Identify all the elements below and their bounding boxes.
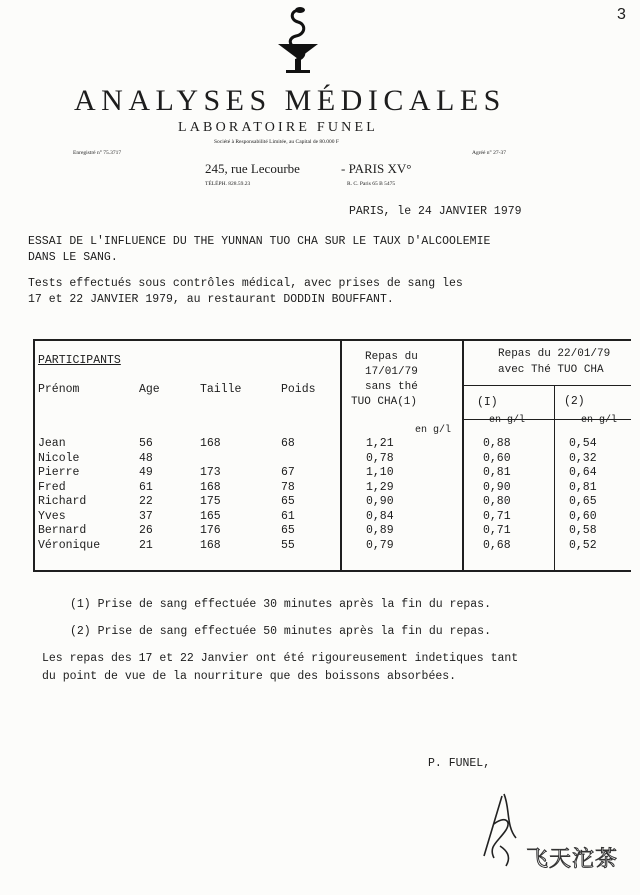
cell-prenom: Pierre (38, 466, 80, 479)
signatory-name: P. FUNEL, (428, 757, 491, 770)
cell-sans: 0,84 (366, 509, 394, 523)
intro-line-2: 17 et 22 JANVIER 1979, au restaurant DODDIN BOUFFANT. (28, 293, 394, 306)
cell-age: 61 (139, 480, 153, 494)
cell-avec2: 0,65 (569, 495, 597, 508)
cell-sans: 0,90 (366, 495, 394, 508)
cell-taille: 168 (200, 480, 221, 494)
cell-age: 56 (139, 437, 153, 450)
cell-age: 21 (139, 538, 153, 552)
cell-avec1: 0,60 (483, 451, 511, 465)
repas1-line1: Repas du (365, 351, 418, 363)
cell-poids: 65 (281, 495, 295, 508)
agreement-number: Agréé n° 27-37 (472, 150, 506, 156)
cell-avec1: 0,81 (483, 466, 511, 479)
col-age: Age (139, 383, 160, 396)
cell-avec1: 0,80 (483, 495, 511, 508)
cell-avec1: 0,71 (483, 524, 511, 537)
cell-avec2: 0,54 (569, 437, 597, 450)
legal-line: Société à Responsabilité Limitée, au Capital de 80.000 F (214, 139, 339, 145)
cell-avec2: 0,32 (569, 451, 597, 465)
cell-avec2: 0,81 (569, 480, 597, 494)
unit-label: en g/l (415, 425, 452, 436)
cell-sans: 0,79 (366, 538, 394, 552)
cell-prenom: Nicole (38, 451, 80, 465)
cell-taille: 175 (200, 495, 221, 508)
cell-prenom: Véronique (38, 538, 101, 552)
sub-col-2: (2) (564, 395, 585, 408)
unit-label: en g/l (489, 415, 526, 426)
page-number: 3 (617, 6, 626, 23)
cell-age: 49 (139, 466, 153, 479)
cell-age: 26 (139, 524, 153, 537)
cell-prenom: Yves (38, 509, 66, 523)
cell-sans: 1,21 (366, 437, 394, 450)
col-poids: Poids (281, 383, 316, 396)
cell-prenom: Richard (38, 495, 87, 508)
footnote-1: (1) Prise de sang effectuée 30 minutes après la fin du repas. (70, 598, 491, 611)
repas1-line3: sans thé (365, 381, 418, 393)
participants-label: PARTICIPANTS (38, 354, 121, 367)
table-border-bottom (33, 570, 631, 572)
cell-sans: 0,78 (366, 451, 394, 465)
lab-address: 245, rue Lecourbe (205, 161, 300, 176)
remark-line-1: Les repas des 17 et 22 Janvier ont été rigoureusement indetiques tant (42, 652, 519, 665)
cell-prenom: Fred (38, 480, 66, 494)
cell-avec1: 0,68 (483, 538, 511, 552)
cell-poids: 61 (281, 509, 295, 523)
cell-taille: 176 (200, 524, 221, 537)
remark-line-2: du point de vue de la nourriture que des boissons absorbées. (42, 670, 457, 683)
cell-poids: 65 (281, 524, 295, 537)
cell-prenom: Bernard (38, 524, 87, 537)
lab-subtitle: LABORATOIRE FUNEL (178, 120, 378, 135)
subject-line-1: ESSAI DE L'INFLUENCE DU THE YUNNAN TUO CHA SUR LE TAUX D'ALCOOLEMIE (28, 235, 491, 248)
cell-age: 22 (139, 495, 153, 508)
repas2-line2: avec Thé TUO CHA (498, 364, 604, 376)
cell-age: 48 (139, 451, 153, 465)
table-divider-repas (462, 339, 464, 572)
caduceus-emblem-icon (266, 4, 330, 86)
lab-city: - PARIS XV° (341, 161, 412, 176)
cell-poids: 55 (281, 538, 295, 552)
cell-avec2: 0,52 (569, 538, 597, 552)
subject-line-2: DANS LE SANG. (28, 251, 118, 264)
letter-date: PARIS, le 24 JANVIER 1979 (349, 205, 522, 218)
cell-prenom: Jean (38, 437, 66, 450)
lab-title: ANALYSES MÉDICALES (74, 84, 506, 117)
col-taille: Taille (200, 383, 242, 396)
cell-taille: 168 (200, 437, 221, 450)
repas1-line2: 17/01/79 (365, 366, 418, 378)
table-rule-repas2 (464, 385, 631, 386)
table-divider-sub (554, 385, 555, 572)
cell-taille: 165 (200, 509, 221, 523)
cell-avec1: 0,90 (483, 480, 511, 494)
cell-taille: 168 (200, 538, 221, 552)
cell-avec2: 0,60 (569, 509, 597, 523)
cell-poids: 68 (281, 437, 295, 450)
cell-poids: 67 (281, 466, 295, 479)
cell-avec1: 0,71 (483, 509, 511, 523)
cell-sans: 0,89 (366, 524, 394, 537)
col-prenom: Prénom (38, 383, 80, 396)
lab-phone: TÉLÉPH. 828.59.23 (205, 181, 251, 187)
table-border-top (33, 339, 631, 341)
lab-rc: R. C. Paris 65 B 5475 (347, 181, 396, 187)
table-divider-participants (340, 339, 342, 572)
cell-taille: 173 (200, 466, 221, 479)
results-table (33, 339, 631, 572)
intro-line-1: Tests effectués sous contrôles médical, avec prises de sang les (28, 277, 463, 290)
table-border-left (33, 339, 35, 572)
cell-poids: 78 (281, 480, 295, 494)
cell-avec2: 0,64 (569, 466, 597, 479)
footnote-2: (2) Prise de sang effectuée 50 minutes après la fin du repas. (70, 625, 491, 638)
cell-age: 37 (139, 509, 153, 523)
repas2-line1: Repas du 22/01/79 (498, 348, 611, 360)
registration-number: Enregistré n° 75.3717 (73, 150, 122, 156)
cell-avec2: 0,58 (569, 524, 597, 537)
sub-col-1: (I) (477, 396, 498, 409)
repas1-line4: TUO CHA(1) (351, 396, 418, 408)
watermark-text: 飞天沱茶 (526, 847, 619, 872)
cell-sans: 1,10 (366, 466, 394, 479)
cell-sans: 1,29 (366, 480, 394, 494)
cell-avec1: 0,88 (483, 437, 511, 450)
handwritten-signature (476, 786, 528, 868)
unit-label: en g/l (581, 415, 618, 426)
